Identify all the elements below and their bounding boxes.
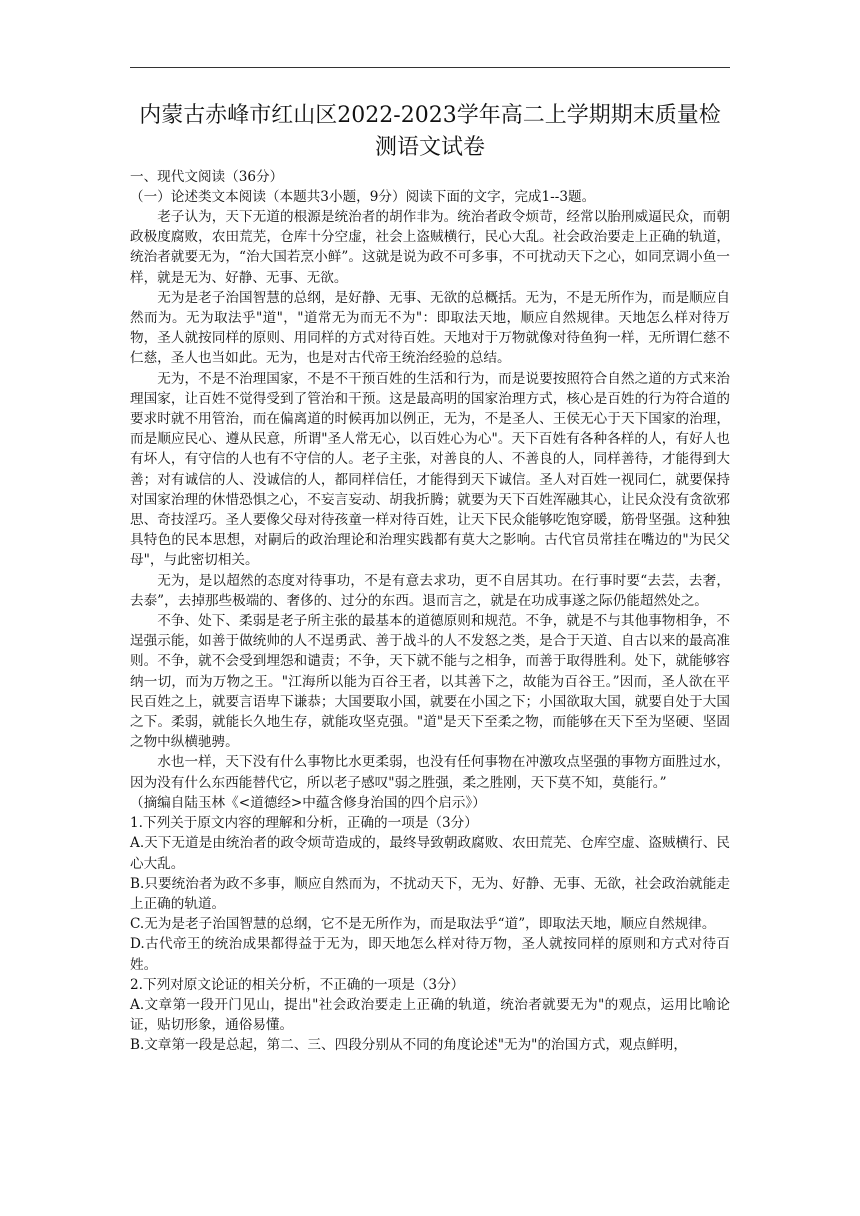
question-1-option-c: C.无为是老子治国智慧的总纲，它不是无所作为，而是取法乎“道”，即取法天地，顺应自然规律。 bbox=[130, 916, 716, 933]
passage-paragraph: 无为，是以超然的态度对待事功，不是有意去求功，更不自居其功。在行事时要“去芸，去奢，去泰”，去掉那些极端的、奢侈的、过分的东西。退而言之，就是在功成事遂之际仍能超然处之。 bbox=[130, 572, 730, 609]
passage-paragraph: 老子认为，天下无道的根源是统治者的胡作非为。统治者政令烦苛，经常以胎刑威逼民众，而朝政极度腐败，农田荒芜，仓库十分空虚，社会上盗贼横行，民心大乱。社会政治要走上正确的轨道，统治者就要无为，“治大国若烹小鲜”。这就是说为政不可多事，不可扰动天下之心，如同烹调小鱼一样，就是无为、好静、无事、无欲。 bbox=[130, 209, 730, 286]
question-1-option-a: A.天下无道是由统治者的政令烦苛造成的，最终导致朝政腐败、农田荒芜、仓库空虚、盗贼横行、民心大乱。 bbox=[130, 835, 730, 872]
subsection-heading: （一）论述类文本阅读（本题共3小题，9分）阅读下面的文字，完成1--3题。 bbox=[130, 188, 596, 205]
question-1-option-d: D.古代帝王的统治成果都得益于无为，即天地怎么样对待万物，圣人就按同样的原则和方式对待百姓。 bbox=[130, 936, 730, 973]
passage-paragraph: 无为是老子治国智慧的总纲，是好静、无事、无欲的总概括。无为，不是无所作为，而是顺应自然而为。无为取法乎"道"，"道常无为而无不为"：即取法天地，顺应自然规律。天地怎么样对待万物，圣人就按同样的原则、用同样的方式对待百姓。天地对于万物就像对待鱼狗一样，无所谓仁慈不仁慈，圣人也当如此。无为，也是对古代帝王统治经验的总结。 bbox=[130, 289, 730, 367]
passage-paragraph: 无为，不是不治理国家，不是不干预百姓的生活和行为，而是说要按照符合自然之道的方式来治理国家，让百姓不觉得受到了管治和干预。这是最高明的国家治理方式，核心是百姓的行为符合道的要求时就不用管治，而在偏离道的时候再加以例正，无为，不是圣人、王侯无心于天下国家的治理，而是顺应民心、遵从民意，所谓"圣人常无心，以百姓心为心"。天下百姓有各种各样的人，有好人也有坏人，有守信的人也有不守信的人。老子主张，对善良的人、不善良的人，同样善待，才能得到大善；对有诚信的人、没诚信的人，都同样信任，才能得到天下诚信。圣人对百姓一视同仁，就要保持对国家治理的休惜恐惧之心，不妄言妄动、胡我折腾；就要为天下百姓浑融其心，让民众没有贪欲邪思、奇技淫巧。圣人要像父母对待孩童一样对待百姓，让天下民众能够吃饱穿暖，筋骨坚强。这种独具特色的民本思想，对嗣后的政治理论和治理实践都有莫大之影响。古代官员常挂在嘴边的"为民父母"，与此密切相关。 bbox=[130, 370, 730, 569]
header-rule bbox=[130, 67, 730, 68]
passage-paragraph: 水也一样，天下没有什么事物比水更柔弱，也没有任何事物在冲激攻点坚强的事物方面胜过水，因为没有什么东西能替代它，所以老子感叹"弱之胜强，柔之胜刚，天下莫不知，莫能行。” bbox=[130, 754, 730, 791]
source-citation: （摘编自陆玉林《<道德经>中蕴含修身治国的四个启示》） bbox=[130, 794, 486, 811]
passage-paragraph: 不争、处下、柔弱是老子所主张的最基本的道德原则和规范。不争，就是不与其他事物相争，不逞强示能，如善于做统帅的人不逞勇武、善于战斗的人不发怒之类，是合于天道、自古以来的最高准则。不争，就不会受到埋怨和谴责；不争，天下就不能与之相争，而善于取得胜利。处下，就能够容纳一切，而为万物之王。"江海所以能为百谷王者，以其善下之，故能为百谷王。”因而，圣人欲在平民百姓之上，就要言语卑下谦恭；大国要取小国，就要在小国之下；小国欲取大国，就要自处于大国之下。柔弱，就能长久地生存，就能攻坚克强。"道"是天下至柔之物，而能够在天下至为坚硬、坚固之物中纵横驰骋。 bbox=[130, 613, 730, 751]
question-1-option-b: B.只要统治者为政不多事，顺应自然而为，不扰动天下，无为、好静、无事、无欲，社会政治就能走上正确的轨道。 bbox=[130, 875, 730, 912]
page-content bbox=[130, 100, 730, 1056]
question-2-stem: 2.下列对原文论证的相关分析，不正确的一项是（3分） bbox=[130, 976, 465, 993]
question-2-option-b: B.文章第一段是总起，第二、三、四段分别从不同的角度论述"无为"的治国方式，观点鲜明， bbox=[130, 1037, 687, 1054]
question-1-stem: 1.下列关于原文内容的理解和分析，正确的一项是（3分） bbox=[130, 815, 478, 832]
question-2-option-a: A.文章第一段开门见山，提出"社会政治要走上正确的轨道，统治者就要无为"的观点，运用比喻论证，贴切形象，通俗易懂。 bbox=[130, 996, 730, 1034]
section-heading: 一、现代文阅读（36分） bbox=[130, 169, 284, 185]
exam-title: 内蒙古赤峰市红山区2022-2023学年高二上学期期末质量检测语文试卷 bbox=[139, 103, 721, 160]
